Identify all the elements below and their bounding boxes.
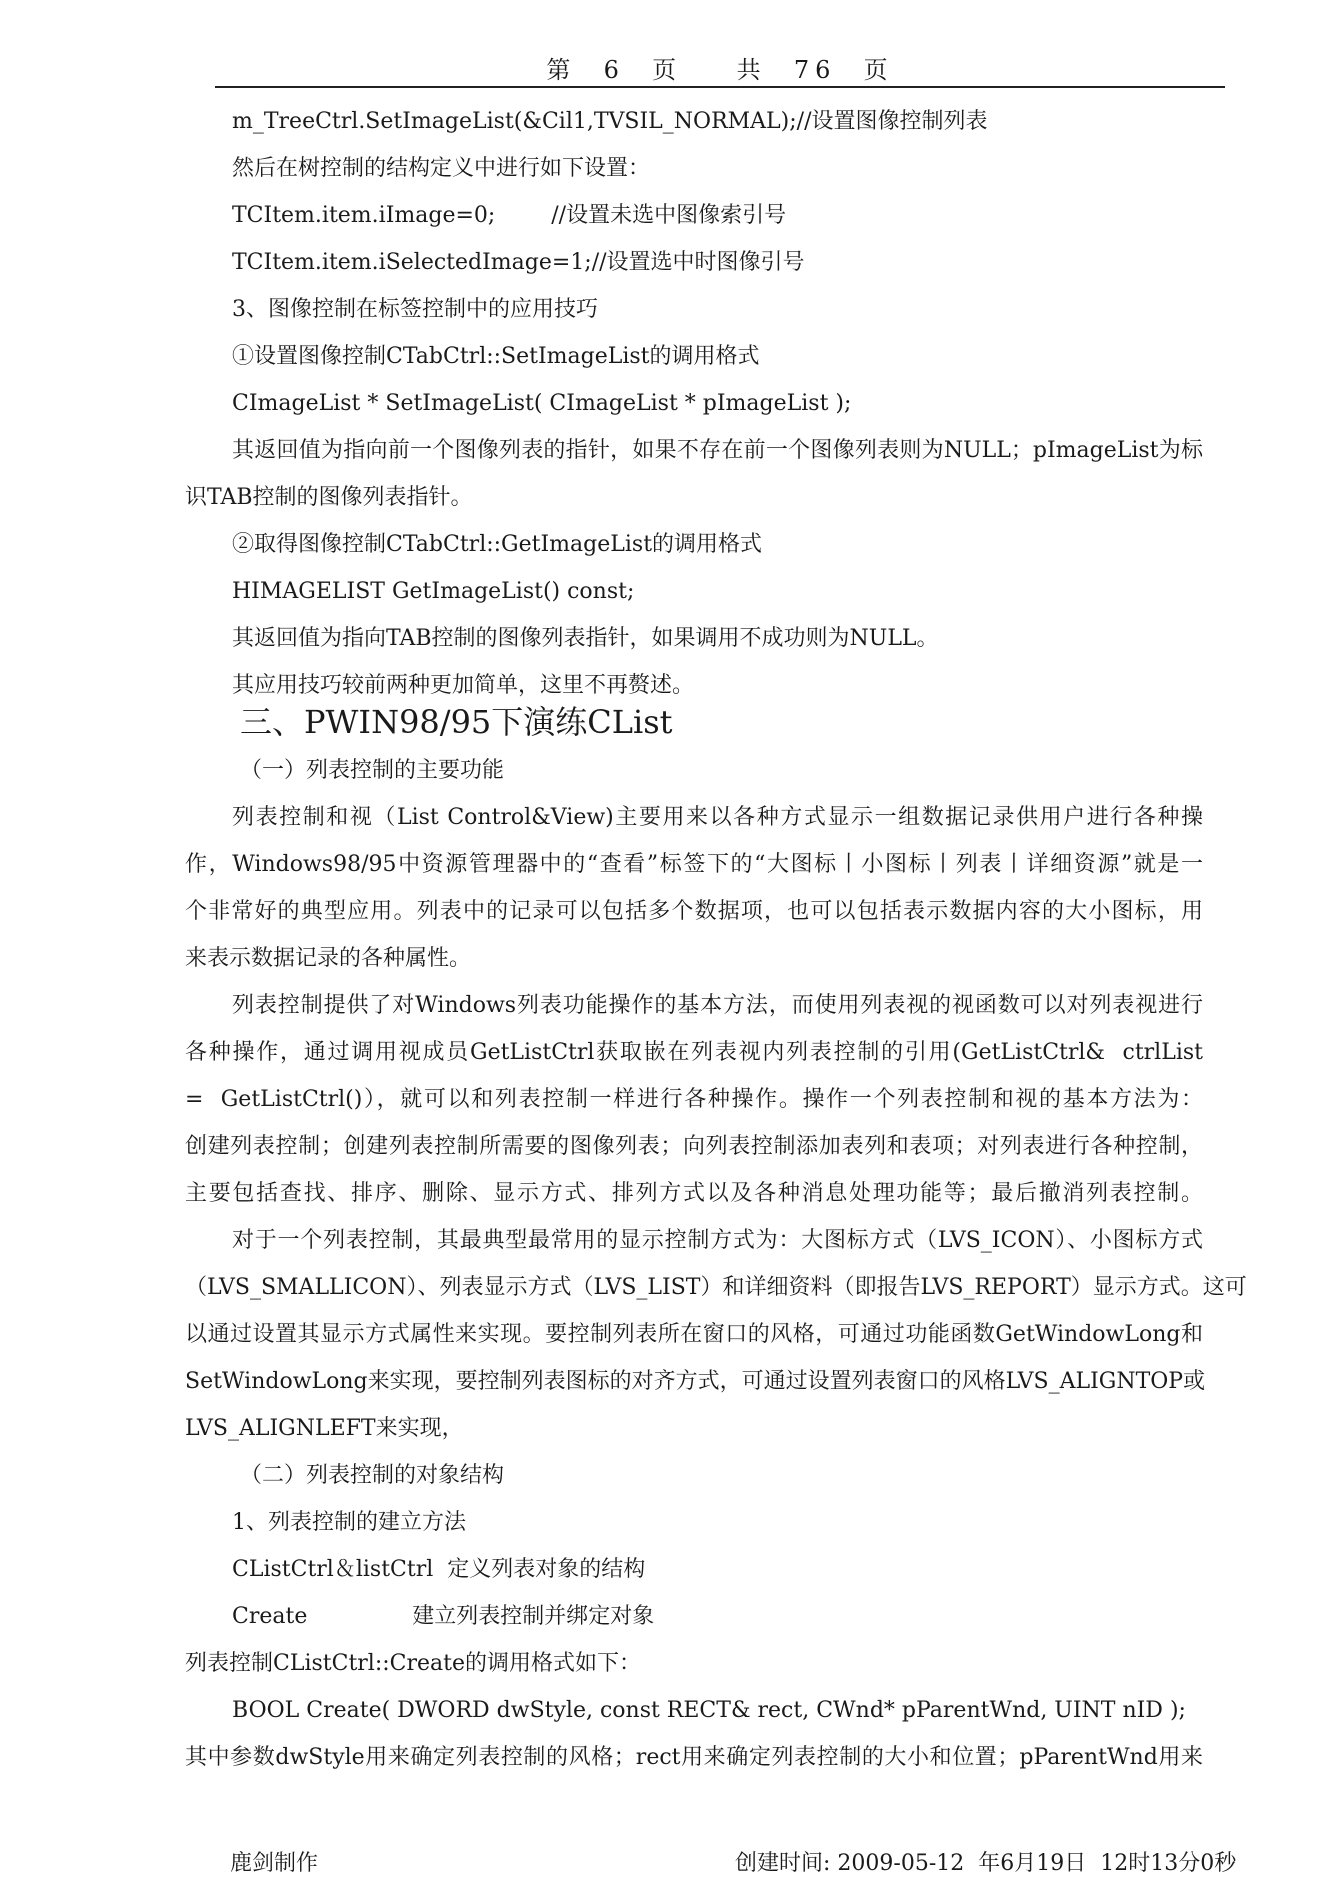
header-rule — [215, 86, 1225, 88]
text-line: LVS_ALIGNLEFT来实现， — [185, 1416, 464, 1441]
text-line: 列表控制CListCtrl::Create的调用格式如下： — [185, 1651, 642, 1676]
footer-created-time: 创建时间: 2009-05-12 年6月19日 12时13分0秒 — [735, 1851, 1237, 1876]
text-line: 作，Windows98/95中资源管理器中的“查看”标签下的“大图标丨小图标丨列表丨详细资源”就是一 — [185, 852, 1203, 877]
text-line: 其返回值为指向前一个图像列表的指针，如果不存在前一个图像列表则为NULL；pImageList为标 — [232, 438, 1203, 463]
text-line: Create 建立列表控制并绑定对象 — [232, 1604, 655, 1629]
text-line: 创建列表控制；创建列表控制所需要的图像列表；向列表控制添加表列和表项；对列表进行各种控制， — [185, 1134, 1203, 1159]
text-line: （LVS_SMALLICON）、列表显示方式（LVS_LIST）和详细资料（即报告LVS_REPORT）显示方式。这可 — [185, 1275, 1247, 1300]
text-line: 各种操作，通过调用视成员GetListCtrl获取嵌在列表视内列表控制的引用(GetListCtrl& ctrlList — [185, 1040, 1203, 1065]
text-line: 其应用技巧较前两种更加简单，这里不再赘述。 — [232, 673, 695, 698]
text-line: 列表控制提供了对Windows列表功能操作的基本方法，而使用列表视的视函数可以对列表视进行 — [232, 993, 1203, 1018]
text-line: CImageList * SetImageList( CImageList * pImageList ); — [232, 391, 852, 416]
text-line: = GetListCtrl()），就可以和列表控制一样进行各种操作。操作一个列表控制和视的基本方法为： — [185, 1087, 1203, 1112]
footer-author: 鹿剑制作 — [230, 1851, 319, 1876]
text-line: 其返回值为指向TAB控制的图像列表指针，如果调用不成功则为NULL。 — [232, 626, 939, 651]
text-line: TCItem.item.iSelectedImage=1;//设置选中时图像引号 — [232, 250, 805, 275]
text-line: 其中参数dwStyle用来确定列表控制的风格；rect用来确定列表控制的大小和位置；pParentWnd用来 — [185, 1745, 1203, 1770]
text-line: 主要包括查找、排序、删除、显示方式、排列方式以及各种消息处理功能等；最后撤消列表控制。 — [185, 1181, 1203, 1206]
text-line: ②取得图像控制CTabCtrl::GetImageList的调用格式 — [232, 532, 763, 557]
text-line: 3、图像控制在标签控制中的应用技巧 — [232, 297, 598, 322]
text-line: SetWindowLong来实现，要控制列表图标的对齐方式，可通过设置列表窗口的风格LVS_ALIGNTOP或 — [185, 1369, 1206, 1394]
text-line: HIMAGELIST GetImageList() const; — [232, 579, 635, 604]
text-line: 然后在树控制的结构定义中进行如下设置： — [232, 156, 651, 181]
text-line: 个非常好的典型应用。列表中的记录可以包括多个数据项，也可以包括表示数据内容的大小图标，用 — [185, 899, 1203, 924]
text-line: 以通过设置其显示方式属性来实现。要控制列表所在窗口的风格，可通过功能函数GetWindowLong和 — [185, 1322, 1203, 1347]
subsection-heading: （一）列表控制的主要功能 — [240, 758, 505, 783]
text-line: 对于一个列表控制，其最典型最常用的显示控制方式为：大图标方式（LVS_ICON）、小图标方式 — [232, 1228, 1203, 1253]
text-line: CListCtrl＆listCtrl 定义列表对象的结构 — [232, 1557, 646, 1582]
section-heading: 三、PWIN98/95下演练CList — [240, 703, 673, 741]
page-header: 第 6 页 共 76 页 — [546, 56, 894, 84]
text-line: 来表示数据记录的各种属性。 — [185, 946, 472, 971]
text-line: BOOL Create( DWORD dwStyle, const RECT& rect, CWnd* pParentWnd, UINT nID ); — [232, 1698, 1186, 1723]
text-line: ①设置图像控制CTabCtrl::SetImageList的调用格式 — [232, 344, 760, 369]
text-line: TCItem.item.iImage=0; //设置未选中图像索引号 — [232, 203, 787, 228]
subsection-heading: （二）列表控制的对象结构 — [240, 1463, 505, 1488]
text-line: 列表控制和视（List Control&View)主要用来以各种方式显示一组数据记录供用户进行各种操 — [232, 805, 1203, 830]
text-line: m_TreeCtrl.SetImageList(&Cil1,TVSIL_NORMAL);//设置图像控制列表 — [232, 109, 988, 134]
text-line: 识TAB控制的图像列表指针。 — [185, 485, 473, 510]
text-line: 1、列表控制的建立方法 — [232, 1510, 466, 1535]
